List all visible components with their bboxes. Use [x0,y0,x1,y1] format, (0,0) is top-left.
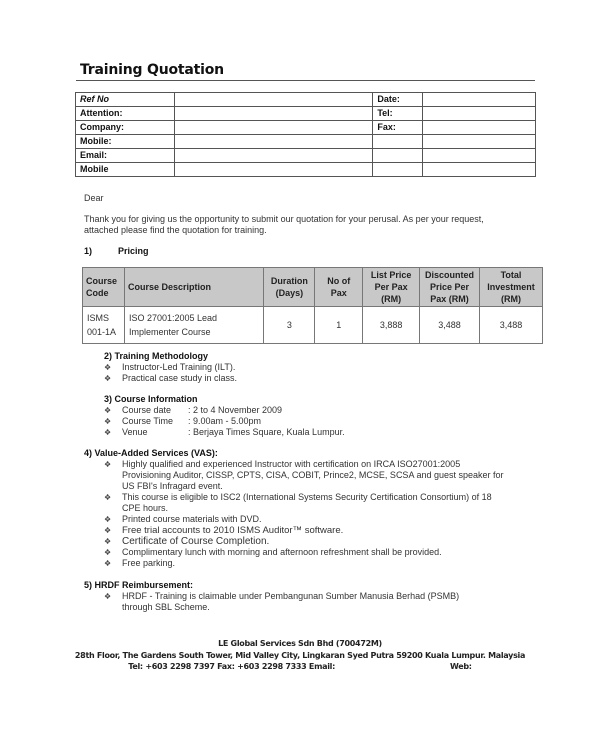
empty-field[interactable] [423,135,536,149]
page-title: Training Quotation [80,62,224,78]
duration-cell: 3 [264,307,315,344]
list-item: ❖ Venue : Berjaya Times Square, Kuala Lumpur. [104,427,345,437]
course-info-list [104,405,345,438]
list-price-cell: 3,888 [363,307,420,344]
diamond-bullet-icon: ❖ [104,493,112,502]
contact-info-table [75,92,536,177]
date-field[interactable] [423,93,536,107]
mobile-2-field[interactable] [174,163,372,177]
methodology-list [104,362,237,384]
empty-field[interactable] [423,149,536,163]
diamond-bullet-icon: ❖ [104,526,112,535]
footer-contact [0,662,600,671]
footer-web-label: Web: [450,662,472,671]
salutation: Dear [84,193,104,203]
diamond-bullet-icon: ❖ [104,460,112,469]
tel-field[interactable] [423,107,536,121]
pricing-table [82,267,543,344]
intro-line-2: attached please find the quotation for training. [84,225,267,235]
list-item: ❖ Practical case study in class. [104,373,238,383]
list-item: ❖ This course is eligible to ISC2 (International Systems Security Certification Consortium) of 18 CPE hours. [104,492,492,513]
mobile-2-label: Mobile [76,163,175,177]
info-row-mobile-2 [76,163,536,177]
empty-label [373,163,423,177]
list-item: ❖ Printed course materials with DVD. [104,514,262,524]
header-duration: Duration (Days) [264,268,315,307]
header-total-investment: Total Investment (RM) [480,268,543,307]
ref-no-label: Ref No [76,93,175,107]
company-field[interactable] [174,121,372,135]
header-discounted-price: Discounted Price Per Pax (RM) [420,268,480,307]
list-item: ❖ Instructor-Led Training (ILT). [104,362,236,372]
section-5-title: 5) HRDF Reimbursement: [84,580,194,590]
diamond-bullet-icon: ❖ [104,548,112,557]
header-no-of-pax: No of Pax [315,268,363,307]
date-label: Date: [373,93,423,107]
company-label: Company: [76,121,175,135]
list-item: ❖ Certificate of Course Completion. [104,536,270,547]
info-row-email [76,149,536,163]
section-1-title: Pricing [118,246,149,256]
list-item: ❖ Highly qualified and experienced Instructor with certification on IRCA ISO27001:2005 Provisioning Auditor, CISSP, CPTS, CISA, COBIT, Prince2, MCSE, SCSA and guest speaker for US FBI's Infragard event. [104,459,504,491]
diamond-bullet-icon: ❖ [104,374,112,383]
diamond-bullet-icon: ❖ [104,592,112,601]
pricing-header-row [83,268,543,307]
list-item: ❖ Free trial accounts to 2010 ISMS Auditor™ software. [104,525,344,536]
title-divider [76,80,535,81]
attention-label: Attention: [76,107,175,121]
intro-line-1: Thank you for giving us the opportunity to submit our quotation for your perusal. As per your request, [84,214,484,224]
section-3-title: 3) Course Information [104,394,198,404]
course-description-cell: ISO 27001:2005 Lead Implementer Course [124,307,263,344]
mobile-label: Mobile: [76,135,175,149]
fax-label: Fax: [373,121,423,135]
discounted-price-cell: 3,488 [420,307,480,344]
mobile-field[interactable] [174,135,372,149]
list-item: ❖ Course date : 2 to 4 November 2009 [104,405,283,415]
vas-list [104,459,504,569]
attention-field[interactable] [174,107,372,121]
header-list-price: List Price Per Pax (RM) [363,268,420,307]
diamond-bullet-icon: ❖ [104,417,112,426]
diamond-bullet-icon: ❖ [104,406,112,415]
list-item: ❖ Complimentary lunch with morning and afternoon refreshment shall be provided. [104,547,442,557]
email-field[interactable] [174,149,372,163]
section-4-title: 4) Value-Added Services (VAS): [84,448,218,458]
empty-field[interactable] [423,163,536,177]
pax-cell: 1 [315,307,363,344]
course-code-cell: ISMS 001-1A [83,307,125,344]
empty-label [373,135,423,149]
footer-contact-text: Tel: +603 2298 7397 Fax: +603 2298 7333 Email: [128,662,336,671]
diamond-bullet-icon: ❖ [104,537,112,546]
info-row-ref [76,93,536,107]
footer-address: 28th Floor, The Gardens South Tower, Mid Valley City, Lingkaran Syed Putra 59200 Kuala Lumpur. Malaysia [74,651,526,660]
section-2-title: 2) Training Methodology [104,351,208,361]
fax-field[interactable] [423,121,536,135]
list-item: ❖ HRDF - Training is claimable under Pembangunan Sumber Manusia Berhad (PSMB) through SBL Scheme. [104,591,460,612]
header-course-description: Course Description [124,268,263,307]
section-1-number: 1) [84,246,93,256]
list-item: ❖ Free parking. [104,558,176,568]
hrdf-list [104,591,459,613]
empty-label [373,149,423,163]
diamond-bullet-icon: ❖ [104,515,112,524]
table-row [83,307,543,344]
footer-company: LE Global Services Sdn Bhd (700472M) [218,639,382,648]
total-investment-cell: 3,488 [480,307,543,344]
ref-no-field[interactable] [174,93,372,107]
diamond-bullet-icon: ❖ [104,559,112,568]
header-course-code: Course Code [83,268,125,307]
diamond-bullet-icon: ❖ [104,363,112,372]
info-row-mobile [76,135,536,149]
info-row-attention [76,107,536,121]
tel-label: Tel: [373,107,423,121]
diamond-bullet-icon: ❖ [104,428,112,437]
info-row-company [76,121,536,135]
list-item: ❖ Course Time : 9.00am - 5.00pm [104,416,262,426]
email-label: Email: [76,149,175,163]
